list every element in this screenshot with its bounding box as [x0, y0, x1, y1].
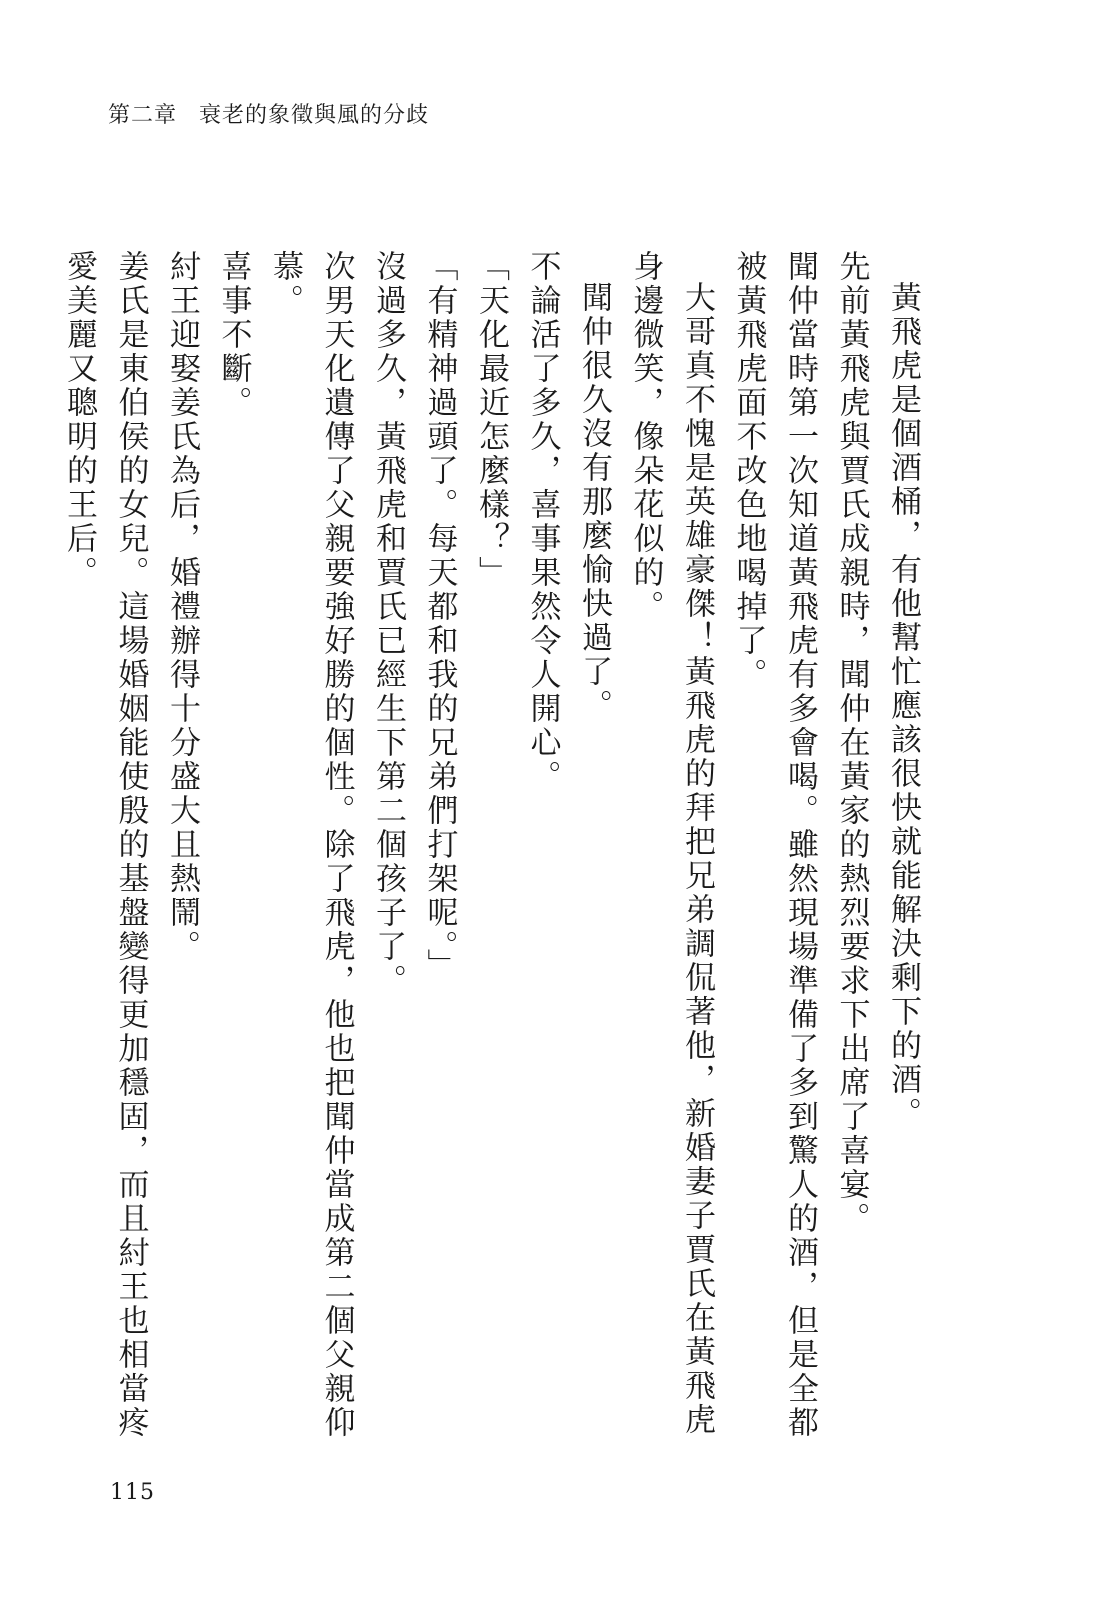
paragraph: 「天化最近怎麼樣？」	[473, 250, 509, 590]
paragraph: 大哥真不愧是英雄豪傑！黃飛虎的拜把兄弟調侃著他，新婚妻子賈氏在黃飛虎身邊微笑，像朵花似的。	[627, 250, 715, 1437]
paragraph: 黃飛虎是個酒桶，有他幫忙應該很快就能解決剩下的酒。	[885, 281, 921, 1131]
body-text	[61, 250, 928, 1470]
running-header	[108, 98, 429, 129]
paragraph: 紂王迎娶姜氏為后，婚禮辦得十分盛大且熱鬧。	[164, 250, 200, 964]
paragraph: 不論活了多久，喜事果然令人開心。	[524, 250, 561, 794]
page-number: 115	[110, 1480, 155, 1505]
paragraph: 聞仲很久沒有那麼愉快過了。	[576, 281, 612, 723]
paragraph: 聞仲當時第一次知道黃飛虎有多會喝。雖然現場準備了多到驚人的酒，但是全都被黃飛虎面不改色地喝掉了。	[730, 250, 818, 1440]
paragraph: 喜事不斷。	[215, 250, 252, 420]
chapter-label: 第二章	[108, 103, 178, 128]
paragraph: 沒過多久，黃飛虎和賈氏已經生下第二個孩子了。	[370, 250, 406, 998]
paragraph: 姜氏是東伯侯的女兒。這場婚姻能使殷的基盤變得更加穩固，而且紂王也相當疼愛美麗又聰明的王后。	[61, 250, 149, 1440]
chapter-title: 衰老的象徵與風的分歧	[199, 103, 430, 128]
paragraph: 「有精神過頭了。每天都和我的兄弟們打架呢。」	[421, 250, 458, 983]
paragraph: 先前黃飛虎與賈氏成親時，聞仲在黃家的熱烈要求下出席了喜宴。	[833, 250, 870, 1236]
paragraph: 次男天化遺傳了父親要強好勝的個性。除了飛虎，他也把聞仲當成第二個父親仰慕。	[267, 250, 355, 1440]
